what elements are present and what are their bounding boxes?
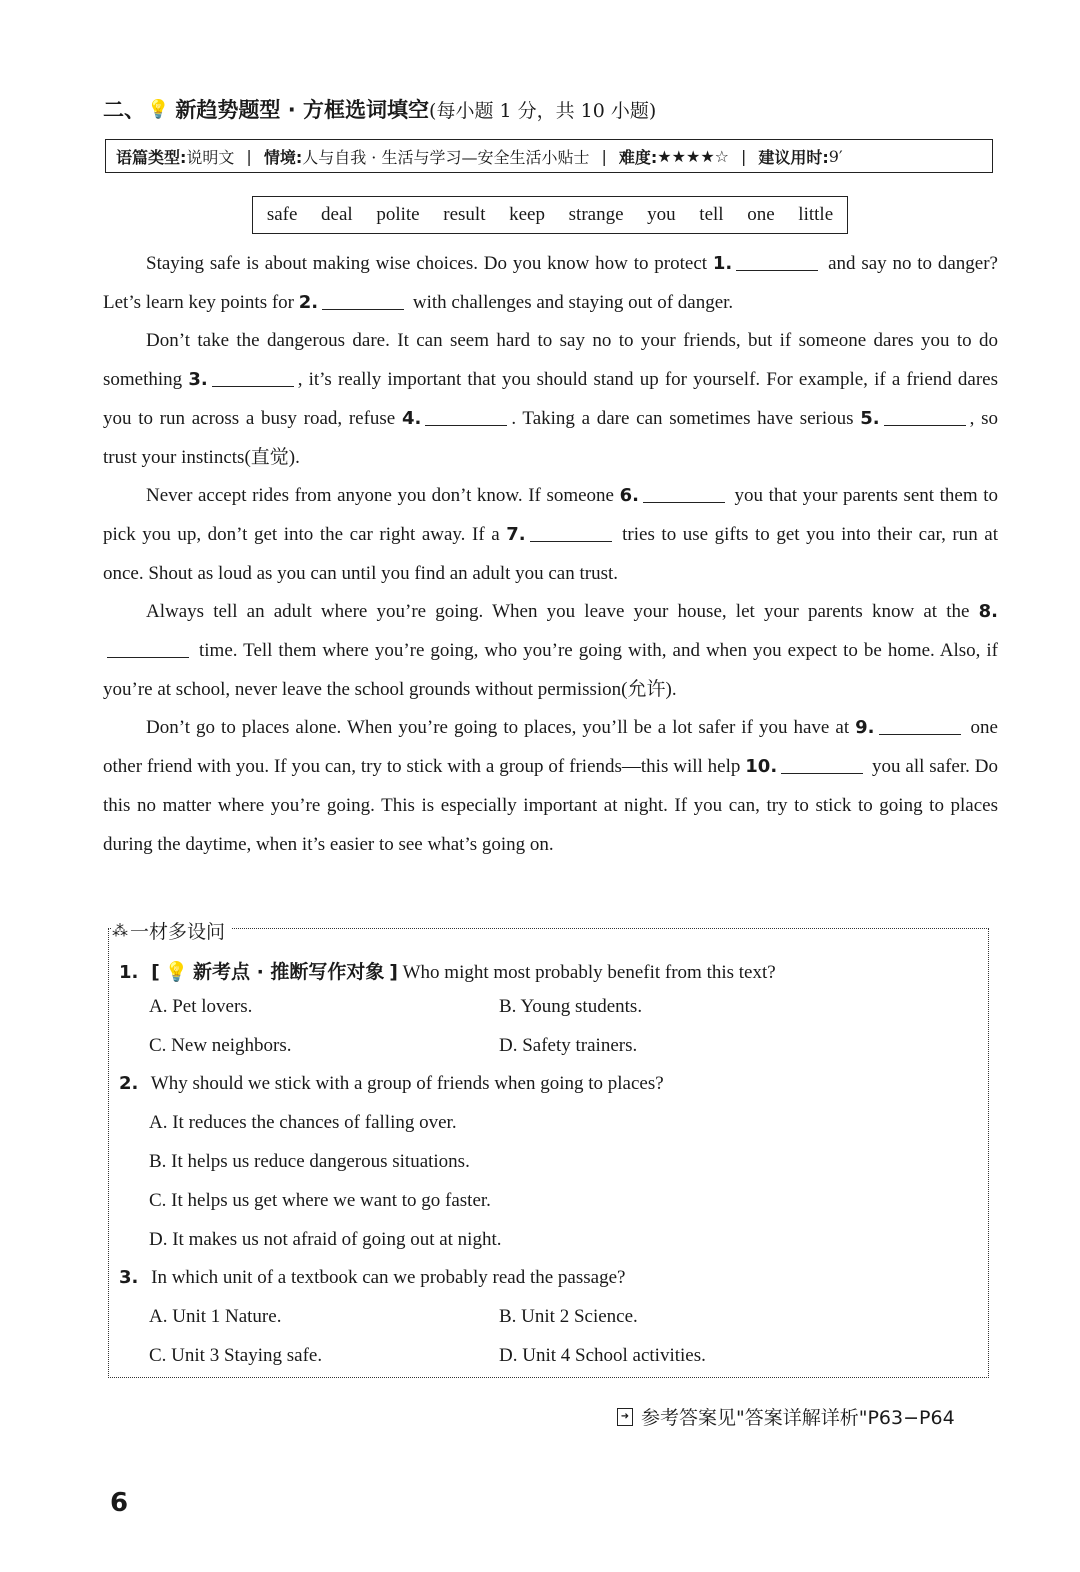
passage-text: one other friend with you. If you can, try to stick with a group of friends—this will help xyxy=(103,717,998,778)
blank-number: 6. xyxy=(619,485,639,507)
type-value: 说明文 xyxy=(186,147,235,167)
word-bank-item: keep xyxy=(509,204,545,225)
passage-text: with challenges and staying out of danger. xyxy=(408,291,734,313)
option-c[interactable]: C. New neighbors. xyxy=(149,1035,292,1056)
section-title: 新趋势题型 · 方框选词填空 xyxy=(175,98,430,122)
option-c[interactable]: C. It helps us get where we want to go faster. xyxy=(149,1190,491,1211)
answer-blank[interactable] xyxy=(884,406,966,426)
answer-blank[interactable] xyxy=(530,522,612,542)
word-bank-item: little xyxy=(798,204,834,225)
context-value: 人与自我 · 生活与学习—安全生活小贴士 xyxy=(302,147,590,167)
question-3 xyxy=(119,1267,625,1289)
blank-number: 4. xyxy=(401,407,422,429)
paragraph-4 xyxy=(103,593,998,709)
type-label: 语篇类型: xyxy=(116,147,187,167)
question-text: Who might most probably benefit from this text? xyxy=(402,962,776,983)
question-box-title-text: 一材多设问 xyxy=(130,921,226,943)
blank-number: 10. xyxy=(745,756,778,778)
question-number: 2. xyxy=(119,1073,139,1094)
passage-text: , it’s really important that you should stand up for yourself. For example, if a friend dares you to run across a busy road, refuse xyxy=(103,369,998,429)
option-c[interactable]: C. Unit 3 Staying safe. xyxy=(149,1345,323,1366)
question-number: 3. xyxy=(119,1267,139,1288)
question-box-title xyxy=(112,917,231,944)
paragraph-3 xyxy=(103,477,998,593)
option-b[interactable]: B. It helps us reduce dangerous situations. xyxy=(149,1151,470,1172)
blank-number: 5. xyxy=(860,407,880,429)
option-b[interactable]: B. Young students. xyxy=(499,996,643,1017)
option-a[interactable]: A. Pet lovers. xyxy=(149,996,253,1017)
answer-blank[interactable] xyxy=(322,290,404,310)
blank-number: 3. xyxy=(188,369,208,391)
blank-number: 8. xyxy=(978,601,998,623)
reading-passage xyxy=(103,245,998,864)
answer-blank[interactable] xyxy=(425,406,507,426)
passage-text: Never accept rides from anyone you don’t know. If someone xyxy=(146,485,620,507)
multi-question-box xyxy=(108,921,989,1378)
document-arrow-icon: ➜ xyxy=(617,1408,633,1426)
question-1 xyxy=(119,957,776,984)
answer-blank[interactable] xyxy=(879,715,961,735)
question-text: In which unit of a textbook can we probably read the passage? xyxy=(151,1267,626,1288)
passage-text: Don’t go to places alone. When you’re going to places, you’ll be a lot safer if you have at xyxy=(146,717,856,739)
answer-blank[interactable] xyxy=(781,754,863,774)
paragraph-1 xyxy=(103,245,998,322)
section-note: (每小题 1 分，共 10 小题) xyxy=(429,99,657,122)
passage-text: you that your parents sent them to pick you up, don’t get into the car right away. If a xyxy=(103,485,998,545)
blank-number: 1. xyxy=(712,253,733,274)
section-prefix: 二、 xyxy=(103,98,145,122)
blank-number: 9. xyxy=(855,717,875,739)
question-2 xyxy=(119,1073,664,1095)
passage-text: tries to use gifts to get you into their car, run at once. Shout as loud as you can until you find an adult you can trust. xyxy=(103,523,998,584)
option-d[interactable]: D. Unit 4 School activities. xyxy=(499,1345,706,1366)
passage-info-bar xyxy=(105,139,993,173)
question-tag-open: [ xyxy=(151,961,160,983)
answer-blank[interactable] xyxy=(736,251,818,271)
option-b[interactable]: B. Unit 2 Science. xyxy=(499,1306,638,1327)
passage-text: Don’t take the dangerous dare. It can seem hard to say no to your friends, but if someone dares you to do something xyxy=(103,330,998,391)
time-value: 9′ xyxy=(828,146,843,166)
answer-reference xyxy=(617,1403,955,1430)
lightbulb-icon: 💡 xyxy=(164,962,189,983)
section-heading xyxy=(103,94,656,124)
passage-text: , so trust your instincts(直觉). xyxy=(103,407,998,468)
difficulty-label: 难度: xyxy=(618,147,658,167)
lightbulb-icon: 💡 xyxy=(147,98,170,120)
word-bank-item: safe xyxy=(266,204,298,225)
option-d[interactable]: D. Safety trainers. xyxy=(499,1035,638,1056)
context-label: 情境: xyxy=(263,147,303,167)
option-a[interactable]: A. It reduces the chances of falling over. xyxy=(149,1112,457,1133)
word-bank-item: polite xyxy=(376,204,420,225)
word-bank xyxy=(252,196,848,234)
word-bank-item: result xyxy=(443,204,486,225)
divider: | xyxy=(741,146,747,166)
passage-text: and say no to danger? Let’s learn key points for xyxy=(103,253,998,313)
word-bank-item: strange xyxy=(568,204,624,225)
word-bank-item: you xyxy=(647,204,676,225)
word-bank-item: tell xyxy=(699,204,724,225)
blank-number: 2. xyxy=(298,291,319,313)
option-a[interactable]: A. Unit 1 Nature. xyxy=(149,1306,282,1327)
passage-text: Staying safe is about making wise choices. Do you know how to protect xyxy=(146,253,713,274)
option-d[interactable]: D. It makes us not afraid of going out at night. xyxy=(149,1229,502,1250)
question-tag-close: ] xyxy=(389,961,398,983)
passage-text: . Taking a dare can sometimes have serious xyxy=(511,407,861,429)
answer-blank[interactable] xyxy=(212,367,294,387)
passage-text: Always tell an adult where you’re going. When you leave your house, let your parents know at the xyxy=(146,601,979,623)
answer-blank[interactable] xyxy=(643,483,725,503)
answer-blank[interactable] xyxy=(107,638,189,658)
page-number: 6 xyxy=(110,1488,129,1518)
time-label: 建议用时: xyxy=(758,147,829,167)
difficulty-stars: ★★★★☆ xyxy=(657,146,729,166)
paragraph-2 xyxy=(103,322,998,477)
question-text: Why should we stick with a group of friends when going to places? xyxy=(150,1073,664,1094)
divider: | xyxy=(601,146,607,166)
divider: | xyxy=(246,146,252,166)
word-bank-item: deal xyxy=(321,204,353,225)
question-tag: 新考点 · 推断写作对象 xyxy=(192,961,385,983)
paragraph-5 xyxy=(103,709,998,864)
answer-reference-text: 参考答案见"答案详解详析"P63−P64 xyxy=(641,1407,955,1429)
network-icon: ⁂ xyxy=(112,921,128,940)
passage-text: you all safer. Do this no matter where you’re going. This is especially important at night. If you can, try to stick to going to places during the daytime, when it’s easier to see what’s going on. xyxy=(103,756,998,855)
question-number: 1. xyxy=(119,962,139,983)
passage-text: time. Tell them where you’re going, who you’re going with, and when you expect to be home. Also, if you’re at school, never leave the school grounds without permission(允许). xyxy=(103,640,998,700)
word-bank-item: one xyxy=(747,204,775,225)
blank-number: 7. xyxy=(506,523,526,545)
